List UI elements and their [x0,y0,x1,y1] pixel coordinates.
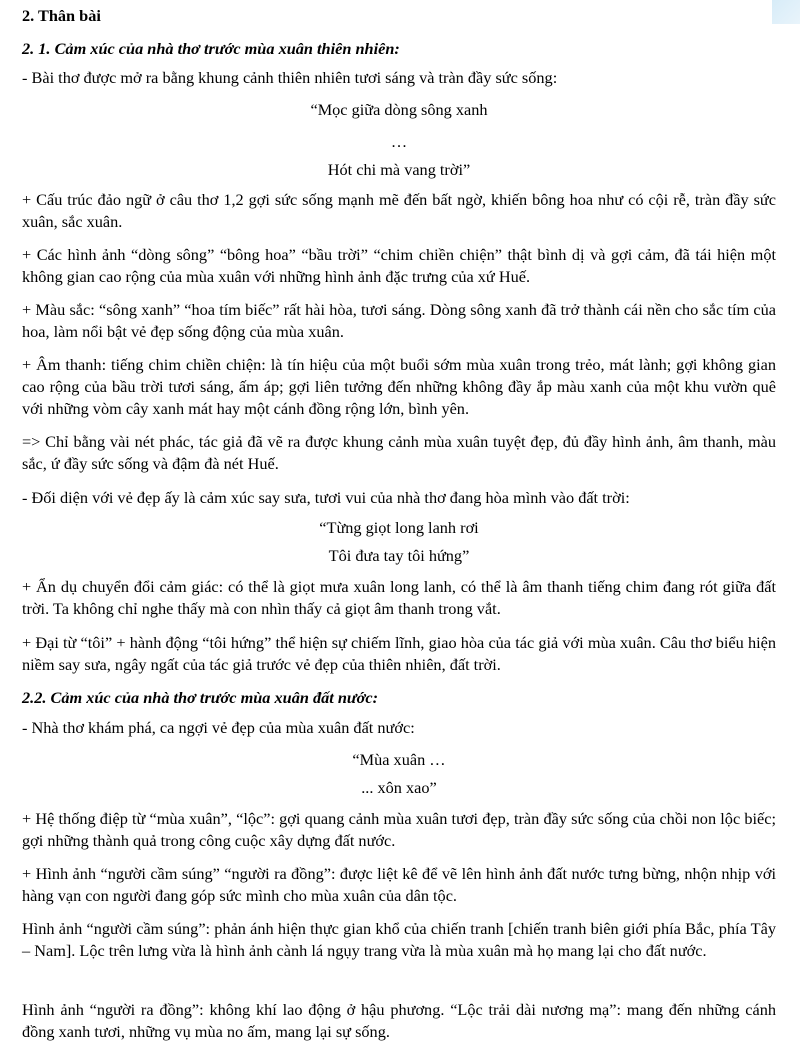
subsection-title-2: 2.2. Cảm xúc của nhà thơ trước mùa xuân đất nước: [22,688,379,707]
poem-ellipsis: … [390,132,408,151]
poem-line: Tôi đưa tay tôi hứng” [328,546,470,565]
paragraph-summary: => Chỉ bằng vài nét phác, tác giả đã vẽ ra được khung cảnh mùa xuân tuyệt đẹp, đủ đầy hình ảnh, âm thanh, màu sắc, ứ đầy sức sống và đậm đà nét Huế. [22,432,776,473]
paragraph-farmer: Hình ảnh “người ra đồng”: không khí lao động ở hậu phương. “Lộc trải dài nương mạ”: mang đến những cánh đồng xanh tươi, những vụ mùa no ấm, mang lại sự sống. [22,1000,776,1041]
paragraph-emotion: - Đối diện với vẻ đẹp ấy là cảm xúc say sưa, tươi vui của nhà thơ đang hòa mình vào đất trời: [22,488,630,507]
poem-line: “Từng giọt long lanh rơi [319,518,479,537]
paragraph-soldier: Hình ảnh “người cầm súng”: phản ánh hiện thực gian khổ của chiến tranh [chiến tranh biên giới phía Bắc, phía Tây – Nam]. Lộc trên lưng vừa là hình ảnh cành lá ngụy trang vừa là mùa xuân mà họ mang lại cho đất nước. [22,919,776,960]
paragraph-sounds: + Âm thanh: tiếng chim chiền chiện: là tín hiệu của một buổi sớm mùa xuân trong trẻo, mát lành; gợi không gian cao rộng của bầu trời tươi sáng, ấm áp; gợi liên tưởng đến những không đầy ắp màu xanh của một khu vườn quê với những vòm cây xanh mát hay một cánh đồng rộng lớn, bình yên. [22,355,776,418]
poem-line: “Mọc giữa dòng sông xanh [310,100,488,119]
paragraph-people: + Hình ảnh “người cầm súng” “người ra đồng”: được liệt kê để vẽ lên hình ảnh đất nước tưng bừng, nhộn nhịp với hàng vạn con người đang góp sức mình cho mùa xuân của dân tộc. [22,864,776,905]
paragraph-inversion: + Cấu trúc đảo ngữ ở câu thơ 1,2 gợi sức sống mạnh mẽ đến bất ngờ, khiến bông hoa như có cội rễ, tràn đầy sức xuân, sắc xuân. [22,190,776,231]
paragraph-images: + Các hình ảnh “dòng sông” “bông hoa” “bầu trời” “chim chiền chiện” thật bình dị và gợi cảm, đã tái hiện một không gian cao rộng của mùa xuân với những hình ảnh đặc trưng của xứ Huế. [22,245,776,286]
paragraph-metaphor: + Ẩn dụ chuyển đổi cảm giác: có thể là giọt mưa xuân long lanh, có thể là âm thanh tiếng chim đang rót giữa đất trời. Ta không chỉ nghe thấy mà con nhìn thấy cả giọt âm thanh trong vắt. [22,577,776,618]
paragraph-intro: - Bài thơ được mở ra bằng khung cảnh thiên nhiên tươi sáng và tràn đầy sức sống: [22,68,558,87]
subsection-title-1: 2. 1. Cảm xúc của nhà thơ trước mùa xuân thiên nhiên: [22,39,400,58]
paragraph-country: - Nhà thơ khám phá, ca ngợi vẻ đẹp của mùa xuân đất nước: [22,718,415,737]
poem-line: ... xôn xao” [361,778,437,797]
paragraph-repetition: + Hệ thống điệp từ “mùa xuân”, “lộc”: gợi quang cảnh mùa xuân tươi đẹp, tràn đầy sức sống của chồi non lộc biếc; gợi những thành quả trong công cuộc xây dựng đất nước. [22,809,776,850]
paragraph-colors: + Màu sắc: “sông xanh” “hoa tím biếc” rất hài hòa, tươi sáng. Dòng sông xanh đã trở thành cái nền cho sắc tím của hoa, làm nổi bật vẻ đẹp sống động của mùa xuân. [22,300,776,341]
section-heading: 2. Thân bài [22,6,101,25]
paragraph-pronoun: + Đại từ “tôi” + hành động “tôi hứng” thể hiện sự chiếm lĩnh, giao hòa của tác giả với mùa xuân. Câu thơ biểu hiện niềm say sưa, ngây ngất của tác giả trước vẻ đẹp của thiên nhiên, đất trời. [22,633,776,674]
poem-line: “Mùa xuân … [352,750,446,769]
corner-decoration [772,0,800,24]
poem-line: Hót chi mà vang trời” [327,160,471,179]
